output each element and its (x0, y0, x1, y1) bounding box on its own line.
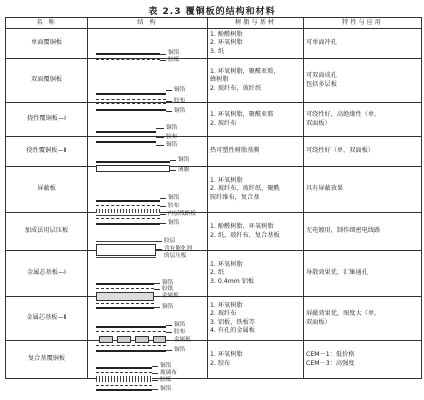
resin-line: 3. 纸 (210, 47, 225, 55)
usage-line: CEM－3：高强度 (306, 359, 355, 367)
usage-line: 无电镀用，制作细密电线路 (306, 227, 381, 235)
resin-line: 4. 有孔的金属板 (210, 326, 255, 334)
usage-line: CEM－1：低价格 (306, 351, 355, 359)
resin-line: 2. 纸，玻纤布，复合基板 (210, 231, 280, 239)
usage-line: 可绕性好，高绝缘性（单， (306, 111, 381, 119)
resin-desc (208, 341, 304, 379)
layer-label: 薄膜 (178, 166, 190, 173)
header-structure: 结 构 (88, 18, 208, 29)
layer-label: 胶纸 (168, 56, 180, 63)
layer-label: 铜箔 (174, 321, 186, 328)
table-row (6, 59, 422, 103)
board-name: 单面覆铜板 (6, 29, 88, 59)
resin-line: 1. 酚醛树脂，环氧树脂 (210, 223, 274, 231)
table-row (6, 341, 422, 379)
resin-desc (208, 297, 304, 341)
resin-line: 1. 环氧树脂 (210, 302, 243, 310)
board-name: 金属芯基板—Ⅰ (6, 251, 88, 297)
resin-line: 2. 胶布 (210, 359, 231, 367)
table-row (6, 137, 422, 167)
layer-label: 铜箔 (168, 219, 180, 226)
header-usage: 特性与应用 (304, 18, 422, 29)
usage-desc (304, 29, 422, 59)
resin-line: 1. 环氧树脂 (210, 261, 243, 269)
table-row (6, 251, 422, 297)
resin-line: 蜂树脂 (210, 76, 229, 84)
board-name: 加成法用层压板 (6, 213, 88, 251)
table-row (6, 213, 422, 251)
resin-line: 2. 纸 (210, 269, 225, 277)
resin-line: 1. 环氧树脂，聚酰亚胺， (210, 68, 280, 76)
table-row (6, 29, 422, 59)
resin-line: 1. 环氧树脂 (210, 351, 243, 359)
layer-label: 胶布 (174, 97, 186, 104)
usage-desc (304, 213, 422, 251)
layer-label: 铜箔 (162, 279, 174, 286)
layer-label: 玻璃布 (160, 369, 177, 376)
header-name: 名 称 (6, 18, 88, 29)
usage-desc (304, 167, 422, 213)
resin-line: 3. 0.4mm 铝板 (210, 277, 255, 285)
layer-label: 胶布 (174, 328, 186, 335)
usage-desc (304, 251, 422, 297)
layer-label: 胶布 (168, 202, 180, 209)
usage-line: 双面板） (306, 119, 331, 127)
layer-label: 铜箔 (174, 107, 186, 114)
resin-line: 2. 玻纤布 (210, 310, 237, 318)
usage-desc (304, 59, 422, 103)
usage-line: 可单面冲孔 (306, 39, 337, 47)
usage-line: 双面板） (306, 318, 331, 326)
table-row (6, 297, 422, 341)
usage-line: 屏蔽效果优，图度大（单， (306, 310, 381, 318)
usage-line: 可绕性好（单，双面板） (306, 147, 375, 155)
board-name: 复合基覆铜板 (6, 341, 88, 379)
layer-label: 金属板 (174, 336, 191, 343)
layer-label: 铜箔 (178, 156, 190, 163)
layer-label: 内层线路板 (168, 210, 196, 217)
structure-diagram (88, 167, 208, 226)
board-name: 挠性覆铜板—Ⅱ (6, 137, 88, 167)
layer-label: 铜箔 (174, 346, 186, 353)
layer-label: 金属板 (162, 292, 179, 299)
resin-desc (208, 167, 304, 213)
usage-line: 包括多层板 (306, 80, 337, 88)
resin-line: 2. 环氧树脂 (210, 39, 243, 47)
layer-label: 铜箔 (166, 141, 178, 148)
structure-diagram (88, 341, 208, 392)
usage-line: 导散效果优，汇集通孔 (306, 269, 368, 277)
board-name: 金属芯基板—Ⅱ (6, 297, 88, 341)
layer-label: 铜箔 (174, 86, 186, 93)
layer-label: 铜箔 (160, 362, 172, 369)
table-caption: 表 2.3 覆铜板的结构和材料 (148, 7, 276, 17)
layer-label: 胶布 (166, 133, 178, 140)
layer-label: 胶纸 (160, 376, 172, 383)
layer-label: 胶层 (164, 237, 176, 244)
resin-line: 2. 玻纤布，玻纤纸，聚酰 (210, 185, 280, 193)
layer-label: 的层压板 (164, 252, 187, 259)
table-row (6, 167, 422, 213)
resin-desc (208, 103, 304, 137)
usage-desc (304, 137, 422, 167)
layer-label: 铜箔 (168, 49, 180, 56)
layer-label: 铜箔 (162, 303, 174, 310)
structure-diagram (88, 29, 208, 63)
layer-label: 胶纸 (162, 285, 174, 292)
resin-desc (208, 213, 304, 251)
layer-label: 铜箔 (160, 385, 172, 392)
usage-desc (304, 103, 422, 137)
resin-line: 1. 环氧树脂 (210, 177, 243, 185)
resin-line: 热可塑性树脂基膜 (210, 147, 260, 155)
resin-desc (208, 251, 304, 297)
resin-desc (208, 29, 304, 59)
resin-desc (208, 59, 304, 103)
usage-desc (304, 297, 422, 341)
header-row (6, 18, 422, 29)
layer-label: 铜箔 (166, 124, 178, 131)
resin-line: 胺纤维布，复合基 (210, 193, 260, 201)
usage-line: 具有屏蔽效果 (306, 185, 344, 193)
resin-line: 2. 玻纤布，玻纤纸 (210, 84, 262, 92)
resin-line: 1. 环氧树脂，聚酰亚胺 (210, 111, 274, 119)
resin-line: 2. 玻纤布 (210, 119, 237, 127)
board-name: 屏蔽板 (6, 167, 88, 213)
copper-clad-table (5, 17, 422, 392)
table-row (6, 103, 422, 137)
layer-label: 含有催化剂 (164, 245, 192, 252)
usage-line: 可双面成孔 (306, 72, 337, 80)
layer-label: 铜箔 (168, 194, 180, 201)
resin-line: 1. 酚醛树脂 (210, 31, 243, 39)
board-name: 挠性覆铜板—Ⅰ (6, 103, 88, 137)
board-name: 双面覆铜板 (6, 59, 88, 103)
resin-desc (208, 137, 304, 167)
structure-diagram (88, 56, 208, 114)
header-resin: 树脂与基材 (208, 18, 304, 29)
resin-line: 3. 铝板，铁板等 (210, 318, 255, 326)
usage-desc (304, 341, 422, 379)
